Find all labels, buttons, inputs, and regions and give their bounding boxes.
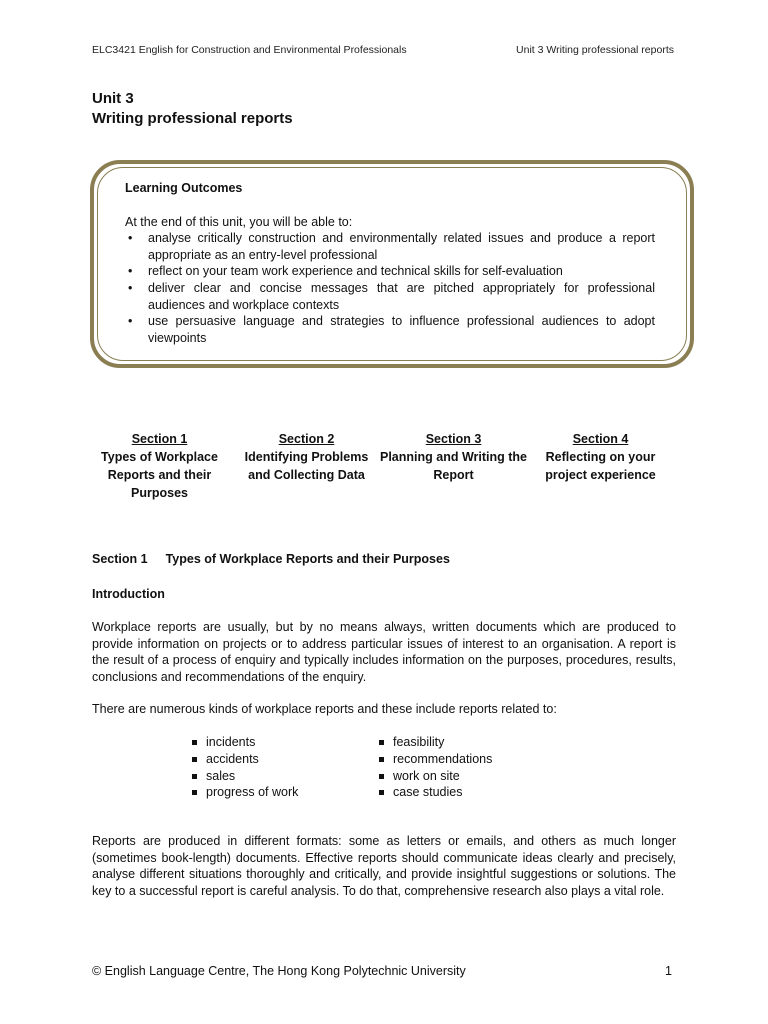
unit-number: Unit 3 bbox=[92, 90, 134, 107]
section-title: Planning and Writing the Report bbox=[380, 450, 527, 482]
learning-outcome-item: • deliver clear and concise messages that are pitched appropriately for professional audiences and workplace contexts bbox=[125, 280, 655, 313]
report-kind-item: sales bbox=[192, 768, 298, 785]
footer-copyright: © English Language Centre, The Hong Kong Polytechnic University bbox=[92, 964, 466, 978]
section-overview-item-3 bbox=[380, 430, 527, 502]
section-number: Section 1 bbox=[131, 432, 188, 446]
learning-outcome-item: • reflect on your team work experience and technical skills for self-evaluation bbox=[125, 263, 655, 280]
report-kind-item: recommendations bbox=[379, 751, 492, 768]
report-kinds-list-right bbox=[379, 734, 492, 801]
section-title: Reflecting on your project experience bbox=[545, 450, 656, 482]
learning-outcome-item: • analyse critically construction and environmentally related issues and produce a report appropriate as an entry-level professional bbox=[125, 230, 655, 263]
section-1-heading-title: Types of Workplace Reports and their Purposes bbox=[165, 552, 450, 566]
introduction-paragraph-2: There are numerous kinds of workplace reports and these include reports related to: bbox=[92, 702, 557, 716]
section-1-heading bbox=[92, 551, 676, 568]
report-kind-item: case studies bbox=[379, 784, 492, 801]
introduction-paragraph-1: Workplace reports are usually, but by no means always, written documents which are produced to provide information on projects or to address particular issues of interest to an organisation. A report is the result of a process of enquiry and typically includes information on the purposes, procedures, results, conclusions and recommendations of the enquiry. bbox=[92, 620, 676, 684]
introduction-paragraph-3: Reports are produced in different formats: some as letters or emails, and others as much longer (sometimes book-length) documents. Effective reports should communicate ideas clearly and precisely, analyse different situations thoroughly and critically, and provide insightful suggestions or solutions. The key to a successful report is careful analysis. To do that, comprehensive research also plays a vital role. bbox=[92, 834, 676, 898]
section-overview bbox=[86, 430, 686, 502]
learning-outcome-item: • use persuasive language and strategies to influence professional audiences to adopt viewpoints bbox=[125, 313, 655, 346]
section-overview-item-1 bbox=[86, 430, 233, 502]
report-kinds-list-left bbox=[192, 734, 298, 801]
section-overview-item-2 bbox=[233, 430, 380, 502]
report-kind-item: incidents bbox=[192, 734, 298, 751]
running-header-course: ELC3421 English for Construction and Environmental Professionals bbox=[92, 44, 407, 56]
section-number: Section 3 bbox=[425, 432, 482, 446]
section-number: Section 2 bbox=[278, 432, 335, 446]
unit-title bbox=[92, 89, 293, 129]
footer-page-number: 1 bbox=[665, 964, 672, 978]
unit-name: Writing professional reports bbox=[92, 110, 293, 127]
report-kind-item: work on site bbox=[379, 768, 492, 785]
running-header-unit: Unit 3 Writing professional reports bbox=[516, 44, 674, 56]
report-kind-item: feasibility bbox=[379, 734, 492, 751]
learning-outcomes-intro: At the end of this unit, you will be able to: bbox=[125, 214, 353, 229]
learning-outcomes-content bbox=[125, 180, 655, 346]
section-title: Identifying Problems and Collecting Data bbox=[244, 450, 369, 482]
section-title: Types of Workplace Reports and their Purposes bbox=[101, 450, 218, 500]
learning-outcomes-heading: Learning Outcomes bbox=[125, 181, 243, 195]
section-number: Section 4 bbox=[572, 432, 629, 446]
report-kind-item: accidents bbox=[192, 751, 298, 768]
learning-outcomes-list bbox=[125, 230, 655, 346]
section-1-heading-number: Section 1 bbox=[92, 552, 148, 566]
section-overview-item-4 bbox=[527, 430, 674, 502]
report-kind-item: progress of work bbox=[192, 784, 298, 801]
introduction-heading: Introduction bbox=[92, 587, 165, 601]
